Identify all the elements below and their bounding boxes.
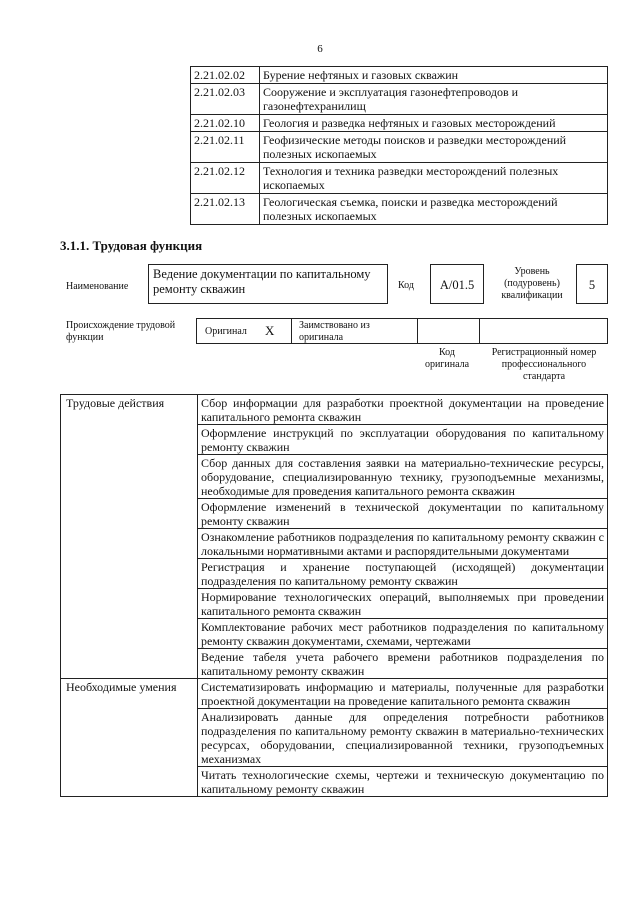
required-skill: Анализировать данные для определения потребности работников подразделения по капитальному ремонту скважин в материально-технических ресурсах, оборудовании, специализированной техники, грузоподъемных механизмах [198,709,608,767]
labor-action: Ведение табеля учета рабочего времени работников подразделения по капитальному ремонту скважин [198,649,608,679]
labor-action: Оформление инструкций по эксплуатации оборудования по капитальному ремонту скважин [198,425,608,455]
specialty-code: 2.21.02.02 [191,67,260,84]
original-mark: X [265,323,275,338]
level-label: Уровень (подуровень) квалификации [501,266,563,301]
page-number: 6 [317,43,323,55]
specialty-name: Геология и разведка нефтяных и газовых месторождений [260,115,608,132]
function-name-box: Ведение документации по капитальному ремонту скважин [148,264,388,304]
origin-box [196,318,608,344]
original-label: Оригинал [205,326,247,337]
table-row [60,67,608,84]
labor-action: Ознакомление работников подразделения по капитальному ремонту скважин с локальными нормативными актами и распорядительными документами [198,529,608,559]
labor-action: Оформление изменений в технической документации по капитальному ремонту скважин [198,499,608,529]
specialty-code: 2.21.02.10 [191,115,260,132]
labor-action: Сбор данных для составления заявки на материально-технические ресурсы, оборудование, специализированную технику, грузоподъемные механизмы, необходимые для проведения капитального ремонта скважин [198,455,608,499]
borrowed-label: Заимствовано из оригинала [299,320,370,343]
labor-action: Сбор информации для разработки проектной документации на проведение капитального ремонта скважин [198,395,608,425]
specialty-code: 2.21.02.13 [191,194,260,225]
specialty-name: Сооружение и эксплуатация газонефтепроводов и газонефтехранилищ [260,84,608,115]
function-level-box: 5 [576,264,608,304]
labor-actions-label: Трудовые действия [61,395,198,679]
specialties-table [60,66,608,225]
specialty-name: Технология и техника разведки месторождений полезных ископаемых [260,163,608,194]
labor-action: Регистрация и хранение поступающей (исходящей) документации подразделения по капитальному ремонту скважин [198,559,608,589]
specialty-name: Бурение нефтяных и газовых скважин [260,67,608,84]
specialty-name: Геофизические методы поисков и разведки месторождений полезных ископаемых [260,132,608,163]
specialty-name: Геологическая съемка, поиски и разведка месторождений полезных ископаемых [260,194,608,225]
specialty-code: 2.21.02.03 [191,84,260,115]
required-skill: Систематизировать информацию и материалы, полученные для разработки проектной документации на проведение капитального ремонта скважин [198,679,608,709]
required-skills-label: Необходимые умения [61,679,198,797]
specialty-code: 2.21.02.11 [191,132,260,163]
specialty-code: 2.21.02.12 [191,163,260,194]
name-label: Наименование [66,281,129,292]
function-code-box: A/01.5 [430,264,484,304]
table-row [61,679,608,709]
table-row [61,395,608,425]
section-title: 3.1.1. Трудовая функция [60,238,203,253]
labor-action: Комплектование рабочих мест работников подразделения по капитальному ремонту скважин документами, схемами, чертежами [198,619,608,649]
origin-label: Происхождение трудовой функции [66,320,176,343]
code-label: Код [398,280,414,291]
required-skill: Читать технологические схемы, чертежи и техническую документацию по капитальному ремонту скважин [198,767,608,797]
reg-caption: Регистрационный номер профессионального стандарта [491,347,597,382]
empty-cell [60,67,191,225]
function-details-table [60,394,608,797]
labor-action: Нормирование технологических операций, выполняемых при проведении капитального ремонта скважин [198,589,608,619]
code-caption: Код оригинала [424,347,470,370]
